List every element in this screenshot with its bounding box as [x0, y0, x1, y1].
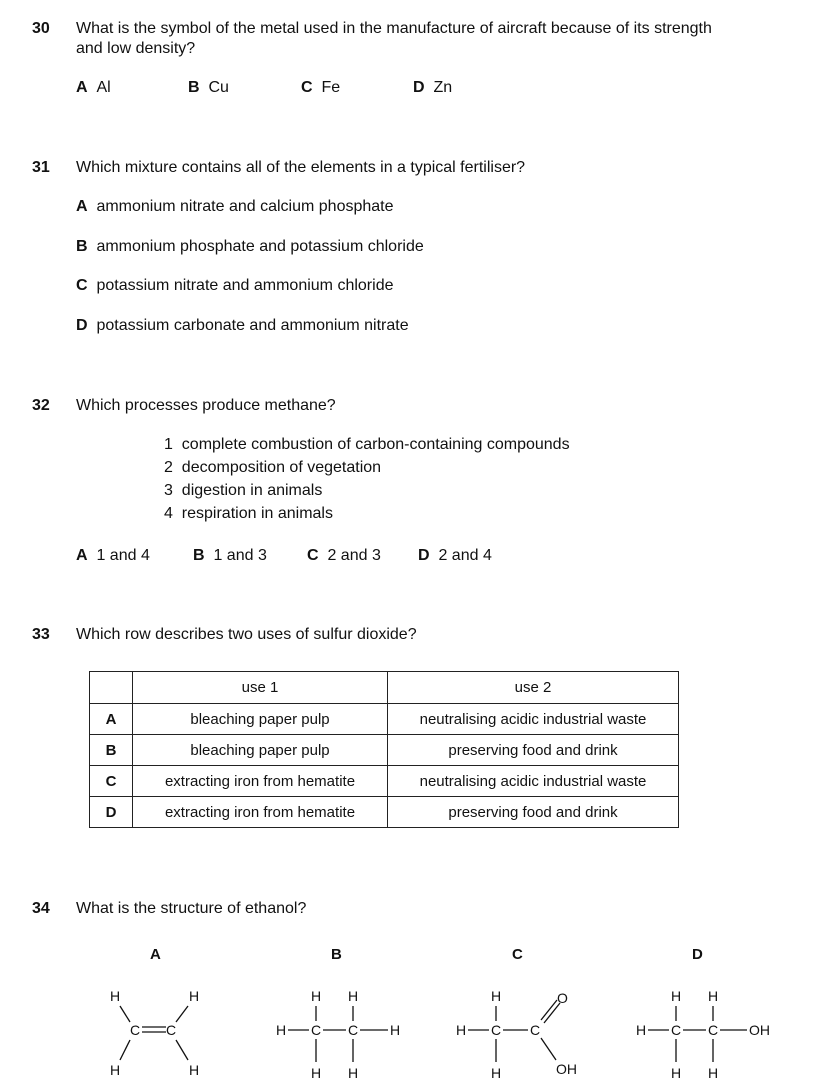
- bond-line: [120, 1006, 130, 1022]
- table-header-use-2: use 2: [388, 672, 679, 704]
- option-letter: A: [76, 198, 88, 215]
- question-32-text: Which processes produce methane?: [76, 397, 336, 414]
- bond-line: [176, 1040, 188, 1060]
- atom-h: H: [456, 1022, 467, 1038]
- atom-c: C: [166, 1022, 177, 1038]
- atom-c: C: [530, 1022, 541, 1038]
- atom-h: H: [671, 1065, 682, 1080]
- question-number-31: 31: [32, 159, 50, 176]
- option-text: 1 and 3: [213, 547, 267, 564]
- atom-h: H: [110, 988, 121, 1004]
- atom-h: H: [311, 1065, 322, 1080]
- option-text: 1 and 4: [96, 547, 150, 564]
- statement-number: 1: [164, 436, 173, 453]
- q34-option-label-c[interactable]: C: [512, 946, 523, 963]
- q32-statement-2: [164, 459, 381, 477]
- q32-statement-3: [164, 482, 322, 500]
- q32-option-d[interactable]: [418, 547, 492, 565]
- q32-option-c[interactable]: [307, 547, 381, 565]
- table-row[interactable]: [90, 766, 679, 797]
- option-letter: D: [413, 79, 425, 96]
- statement-text: respiration in animals: [181, 505, 333, 522]
- atom-c: C: [671, 1022, 682, 1038]
- question-30-text-line2: and low density?: [76, 40, 196, 57]
- atom-c: C: [130, 1022, 141, 1038]
- atom-h: H: [189, 988, 200, 1004]
- atom-h: H: [348, 1065, 359, 1080]
- option-letter: B: [193, 547, 205, 564]
- atom-h: H: [189, 1062, 200, 1078]
- option-letter: C: [76, 277, 88, 294]
- atom-h: H: [671, 988, 682, 1004]
- option-text: Fe: [321, 79, 341, 96]
- option-text: Cu: [208, 79, 229, 96]
- bond-line: [120, 1040, 130, 1060]
- q30-option-d[interactable]: [413, 79, 452, 97]
- row-letter: D: [90, 797, 133, 828]
- q34-option-label-a[interactable]: A: [150, 946, 161, 963]
- q31-option-b[interactable]: [76, 238, 424, 256]
- question-34-text: What is the structure of ethanol?: [76, 900, 307, 917]
- row-letter: C: [90, 766, 133, 797]
- question-number-30: 30: [32, 20, 50, 37]
- option-text: Zn: [433, 79, 453, 96]
- q31-option-c[interactable]: [76, 277, 393, 295]
- atom-c: C: [311, 1022, 322, 1038]
- option-letter: A: [76, 547, 88, 564]
- option-letter: D: [76, 317, 88, 334]
- q30-option-b[interactable]: [188, 79, 229, 97]
- q31-option-d[interactable]: [76, 317, 409, 335]
- option-text: ammonium phosphate and potassium chloride: [96, 238, 424, 255]
- bond-line: [541, 1038, 556, 1060]
- table-row[interactable]: [90, 797, 679, 828]
- q34-option-label-d[interactable]: D: [692, 946, 703, 963]
- question-30-text-line1: What is the symbol of the metal used in the manufacture of aircraft because of its strength: [76, 20, 712, 37]
- sulfur-dioxide-uses-table: [89, 671, 679, 828]
- option-text: 2 and 3: [327, 547, 381, 564]
- structure-a-ethene[interactable]: [100, 980, 220, 1080]
- q32-option-a[interactable]: [76, 547, 150, 565]
- q30-option-c[interactable]: [301, 79, 340, 97]
- question-number-32: 32: [32, 397, 50, 414]
- q32-statement-1: [164, 436, 570, 454]
- option-letter: D: [418, 547, 430, 564]
- structure-c-ethanoic-acid[interactable]: [452, 980, 592, 1080]
- q30-option-a[interactable]: [76, 79, 111, 97]
- q32-statement-4: [164, 505, 333, 523]
- atom-oh: OH: [749, 1022, 770, 1038]
- table-cell-use-2: preserving food and drink: [388, 797, 679, 828]
- q34-option-label-b[interactable]: B: [331, 946, 342, 963]
- atom-c: C: [708, 1022, 719, 1038]
- atom-h: H: [311, 988, 322, 1004]
- row-letter: B: [90, 735, 133, 766]
- structure-b-ethane[interactable]: [272, 980, 412, 1080]
- question-number-34: 34: [32, 900, 50, 917]
- atom-h: H: [636, 1022, 647, 1038]
- option-letter: C: [301, 79, 313, 96]
- atom-h: H: [491, 1065, 502, 1080]
- q31-option-a[interactable]: [76, 198, 394, 216]
- atom-h: H: [708, 1065, 719, 1080]
- option-letter: C: [307, 547, 319, 564]
- option-text: Al: [96, 79, 111, 96]
- question-31-text: Which mixture contains all of the elements in a typical fertiliser?: [76, 159, 526, 176]
- statement-number: 3: [164, 482, 173, 499]
- atom-h: H: [276, 1022, 287, 1038]
- statement-number: 4: [164, 505, 173, 522]
- option-text: potassium carbonate and ammonium nitrate: [96, 317, 409, 334]
- atom-h: H: [491, 988, 502, 1004]
- statement-number: 2: [164, 459, 173, 476]
- option-text: potassium nitrate and ammonium chloride: [96, 277, 394, 294]
- question-number-33: 33: [32, 626, 50, 643]
- table-cell-use-1: bleaching paper pulp: [133, 735, 388, 766]
- table-cell-use-1: extracting iron from hematite: [133, 766, 388, 797]
- option-text: 2 and 4: [438, 547, 492, 564]
- statement-text: digestion in animals: [181, 482, 323, 499]
- question-33-text: Which row describes two uses of sulfur dioxide?: [76, 626, 417, 643]
- table-row[interactable]: [90, 704, 679, 735]
- statement-text: complete combustion of carbon-containing compounds: [181, 436, 570, 453]
- row-letter: A: [90, 704, 133, 735]
- atom-o: O: [557, 990, 568, 1006]
- atom-h: H: [708, 988, 719, 1004]
- option-letter: B: [76, 238, 88, 255]
- table-cell-use-1: extracting iron from hematite: [133, 797, 388, 828]
- option-letter: B: [188, 79, 200, 96]
- bond-line: [176, 1006, 188, 1022]
- table-cell-use-2: neutralising acidic industrial waste: [388, 704, 679, 735]
- structure-d-ethanol[interactable]: [632, 980, 782, 1080]
- atom-c: C: [348, 1022, 359, 1038]
- table-header-row: [90, 672, 679, 704]
- atom-oh: OH: [556, 1061, 577, 1077]
- table-row[interactable]: [90, 735, 679, 766]
- q32-option-b[interactable]: [193, 547, 267, 565]
- table-header-blank: [90, 672, 133, 704]
- table-cell-use-2: preserving food and drink: [388, 735, 679, 766]
- option-text: ammonium nitrate and calcium phosphate: [96, 198, 394, 215]
- atom-h: H: [110, 1062, 121, 1078]
- table-header-use-1: use 1: [133, 672, 388, 704]
- atom-h: H: [390, 1022, 401, 1038]
- atom-c: C: [491, 1022, 502, 1038]
- atom-h: H: [348, 988, 359, 1004]
- option-letter: A: [76, 79, 88, 96]
- statement-text: decomposition of vegetation: [181, 459, 382, 476]
- table-cell-use-2: neutralising acidic industrial waste: [388, 766, 679, 797]
- table-cell-use-1: bleaching paper pulp: [133, 704, 388, 735]
